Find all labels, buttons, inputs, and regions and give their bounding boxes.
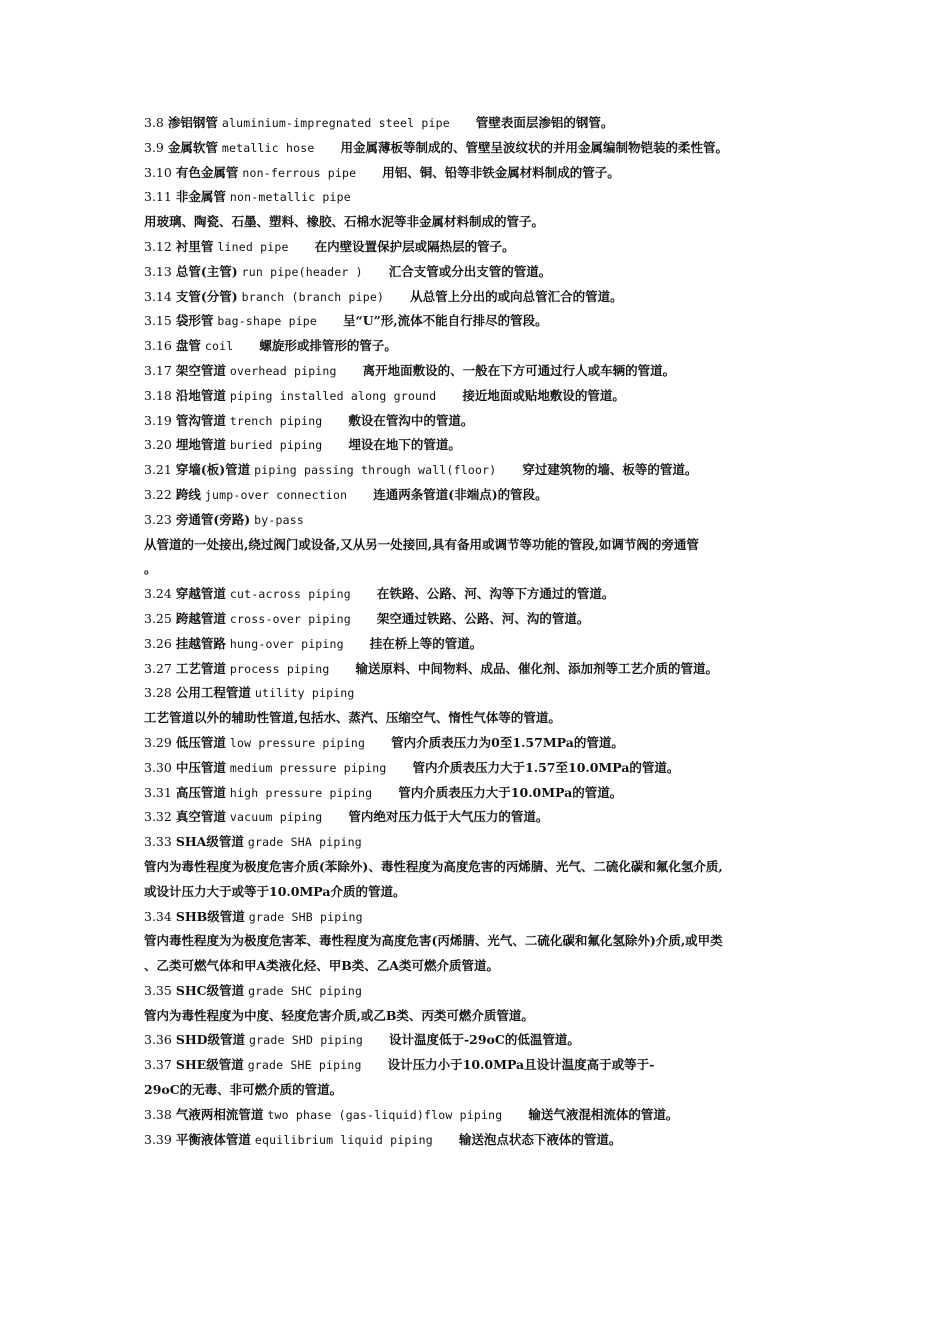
continuation-text: 、乙类可燃气体和甲A类液化烃、甲B类、乙A类可燃介质管道。: [144, 958, 499, 974]
term-definition: 管内介质表压力大于1.57至10.0MPa的管道。: [412, 759, 680, 775]
term-english: non-ferrous pipe: [242, 165, 357, 180]
continuation-line: [144, 533, 806, 558]
term-definition: 设计压力小于10.0MPa且设计温度高于或等于-: [387, 1057, 655, 1073]
term-chinese: SHD级管道: [175, 1032, 246, 1048]
entry-number: 3.35: [144, 982, 172, 998]
term-english: cross-over piping: [229, 611, 351, 626]
continuation-text: 管内为毒性程度为中度、轻度危害介质,或乙B类、丙类可燃介质管道。: [144, 1007, 534, 1023]
continuation-text: 或设计压力大于或等于10.0MPa介质的管道。: [144, 883, 406, 899]
term-entry: [144, 1053, 806, 1078]
entry-number: 3.31: [144, 784, 172, 800]
term-definition: 输送原料、中间物料、成品、催化剂、添加剂等工艺介质的管道。: [355, 660, 719, 676]
term-entry: [144, 632, 806, 657]
term-entry: [144, 483, 806, 508]
continuation-text: 从管道的一处接出,绕过阀门或设备,又从另一处接回,具有备用或调节等功能的管段,如调节阀的旁通管: [144, 536, 699, 552]
entry-number: 3.25: [144, 610, 172, 626]
entry-number: 3.13: [144, 263, 172, 279]
term-entry: [144, 657, 806, 682]
continuation-line: [144, 210, 806, 235]
term-english: coil: [204, 339, 234, 354]
continuation-line: [144, 954, 806, 979]
entry-number: 3.21: [144, 462, 172, 478]
term-chinese: 跨越管道: [175, 610, 226, 626]
entry-number: 3.24: [144, 586, 172, 602]
term-chinese: 气液两相流管道: [175, 1106, 264, 1122]
term-definition: 管内介质表压力为0至1.57MPa的管道。: [391, 734, 624, 750]
term-chinese: 沿地管道: [175, 387, 226, 403]
term-english: by-pass: [254, 512, 305, 527]
term-english: non-metallic pipe: [229, 190, 351, 205]
continuation-text: 用玻璃、陶瓷、石墨、塑料、橡胶、石棉水泥等非金属材料制成的管子。: [144, 214, 545, 230]
term-entry: [144, 979, 806, 1004]
term-english: grade SHB piping: [248, 909, 363, 924]
term-chinese: SHA级管道: [175, 834, 244, 850]
entry-number: 3.27: [144, 660, 172, 676]
term-chinese: 旁通管(旁路): [175, 511, 251, 527]
term-english: low pressure piping: [229, 735, 366, 750]
entry-number: 3.8: [144, 115, 164, 130]
term-chinese: 埋地管道: [175, 437, 226, 453]
term-definition: 呈“U”形,流体不能自行排尽的管段。: [343, 313, 548, 329]
entry-number: 3.28: [144, 685, 172, 701]
term-english: cut-across piping: [229, 587, 351, 602]
term-english: piping passing through wall(floor): [254, 463, 497, 478]
term-chinese: 渗铝钢管: [167, 115, 218, 130]
term-entry: [144, 681, 806, 706]
term-entry: [144, 309, 806, 334]
term-chinese: SHC级管道: [175, 982, 245, 998]
entry-number: 3.22: [144, 486, 172, 502]
continuation-line: [144, 855, 806, 880]
entry-number: 3.15: [144, 313, 172, 329]
term-chinese: 非金属管: [175, 189, 226, 205]
continuation-line: [144, 706, 806, 731]
term-entry: [144, 185, 806, 210]
term-definition: 离开地面敷设的、一般在下方可通过行人或车辆的管道。: [362, 362, 676, 378]
term-definition: 汇合支管或分出支管的管道。: [388, 263, 552, 279]
term-english: grade SHE piping: [247, 1058, 362, 1073]
term-english: medium pressure piping: [229, 760, 387, 775]
term-chinese: 盘管: [175, 338, 201, 354]
term-definition: 接近地面或贴地敷设的管道。: [462, 387, 625, 403]
entry-number: 3.16: [144, 338, 172, 354]
term-english: jump-over connection: [204, 487, 348, 502]
continuation-line: [144, 1078, 806, 1103]
term-definition: 输送气液混相流体的管道。: [528, 1106, 679, 1122]
term-entry: [144, 805, 806, 830]
entry-number: 3.9: [144, 139, 164, 155]
entry-number: 3.17: [144, 362, 172, 378]
term-english: trench piping: [229, 413, 323, 428]
term-english: utility piping: [254, 686, 355, 701]
term-entry: [144, 607, 806, 632]
term-entry: [144, 409, 806, 434]
term-english: grade SHD piping: [249, 1033, 363, 1048]
term-chinese: 总管(主管): [175, 263, 238, 279]
term-definition: 在铁路、公路、河、沟等下方通过的管道。: [376, 586, 615, 602]
term-chinese: 穿墙(板)管道: [175, 462, 251, 478]
term-english: metallic hose: [221, 140, 315, 155]
term-english: buried piping: [229, 438, 323, 453]
continuation-text: 29oC的无毒、非可燃介质的管道。: [144, 1082, 343, 1098]
term-chinese: 工艺管道: [175, 660, 226, 676]
term-definition: 敷设在管沟中的管道。: [348, 412, 474, 428]
term-entry: [144, 384, 806, 409]
term-entry: [144, 285, 806, 310]
term-entry: [144, 1128, 806, 1153]
term-entry: [144, 161, 806, 186]
entry-number: 3.30: [144, 759, 172, 775]
continuation-line: [144, 1004, 806, 1029]
term-definition: 管内介质表压力大于10.0MPa的管道。: [398, 784, 623, 800]
entry-number: 3.26: [144, 635, 172, 651]
term-chinese: 平衡液体管道: [175, 1131, 251, 1147]
term-entry: [144, 235, 806, 260]
term-chinese: 有色金属管: [175, 164, 239, 180]
term-entry: [144, 1028, 806, 1053]
term-english: vacuum piping: [229, 810, 323, 825]
term-entry: [144, 731, 806, 756]
term-definition: 用金属薄板等制成的、管壁呈波纹状的并用金属编制物铠装的柔性管。: [340, 139, 728, 155]
term-entry: [144, 508, 806, 533]
entry-number: 3.20: [144, 437, 172, 453]
entry-number: 3.37: [144, 1057, 172, 1073]
term-entry: [144, 1103, 806, 1128]
term-entry: [144, 458, 806, 483]
term-chinese: 袋形管: [175, 313, 214, 329]
term-entry: [144, 111, 806, 136]
entry-number: 3.19: [144, 412, 172, 428]
entry-number: 3.12: [144, 238, 172, 254]
continuation-line: [144, 880, 806, 905]
term-entry: [144, 359, 806, 384]
document-body: [144, 111, 806, 1152]
term-chinese: 高压管道: [175, 784, 226, 800]
term-chinese: 管沟管道: [175, 412, 226, 428]
entry-number: 3.33: [144, 834, 172, 850]
term-entry: [144, 756, 806, 781]
term-entry: [144, 334, 806, 359]
term-definition: 埋设在地下的管道。: [348, 437, 461, 453]
term-chinese: 跨线: [175, 486, 201, 502]
continuation-text: 工艺管道以外的辅助性管道,包括水、蒸汽、压缩空气、惰性气体等的管道。: [144, 710, 561, 726]
term-definition: 设计温度低于-29oC的低温管道。: [388, 1032, 580, 1048]
term-english: bag-shape pipe: [217, 314, 318, 329]
term-definition: 管壁表面层渗铝的钢管。: [475, 115, 614, 130]
term-english: grade SHC piping: [248, 983, 363, 998]
term-entry: [144, 830, 806, 855]
term-definition: 管内绝对压力低于大气压力的管道。: [348, 809, 549, 825]
term-english: equilibrium liquid piping: [254, 1132, 433, 1147]
term-english: aluminium-impregnated steel pipe: [221, 116, 450, 130]
term-english: process piping: [229, 661, 330, 676]
continuation-line: [144, 557, 806, 582]
term-chinese: 衬里管: [175, 238, 214, 254]
term-chinese: 架空管道: [175, 362, 226, 378]
term-chinese: 金属软管: [167, 139, 218, 155]
term-english: branch (branch pipe): [241, 289, 385, 304]
term-definition: 挂在桥上等的管道。: [369, 635, 483, 651]
term-english: overhead piping: [229, 363, 337, 378]
continuation-text: 管内毒性程度为为极度危害苯、毒性程度为高度危害(丙烯腈、光气、二硫化碳和氟化氢除外)介质,或甲类: [144, 933, 723, 949]
entry-number: 3.34: [144, 908, 172, 924]
term-english: run pipe(header ): [241, 264, 363, 279]
term-chinese: 中压管道: [175, 759, 226, 775]
term-definition: 用铝、铜、铅等非铁金属材料制成的管子。: [382, 164, 620, 180]
continuation-text: 。: [144, 561, 157, 577]
term-english: lined pipe: [217, 239, 289, 254]
term-chinese: 公用工程管道: [175, 685, 251, 701]
entry-number: 3.10: [144, 164, 172, 180]
entry-number: 3.23: [144, 511, 172, 527]
term-entry: [144, 433, 806, 458]
entry-number: 3.29: [144, 734, 172, 750]
term-english: piping installed along ground: [229, 388, 437, 403]
term-entry: [144, 781, 806, 806]
entry-number: 3.36: [144, 1032, 172, 1048]
term-chinese: 穿越管道: [175, 586, 226, 602]
term-entry: [144, 905, 806, 930]
term-definition: 穿过建筑物的墙、板等的管道。: [522, 462, 698, 478]
term-definition: 架空通过铁路、公路、河、沟的管道。: [376, 610, 590, 626]
term-chinese: 真空管道: [175, 809, 226, 825]
term-chinese: SHE级管道: [175, 1057, 244, 1073]
term-chinese: 支管(分管): [175, 288, 238, 304]
term-entry: [144, 260, 806, 285]
term-chinese: 挂越管路: [175, 635, 226, 651]
term-english: two phase (gas-liquid)flow piping: [267, 1107, 503, 1122]
term-entry: [144, 582, 806, 607]
entry-number: 3.38: [144, 1106, 172, 1122]
entry-number: 3.32: [144, 809, 172, 825]
term-english: grade SHA piping: [247, 835, 362, 850]
term-chinese: SHB级管道: [175, 908, 245, 924]
term-chinese: 低压管道: [175, 734, 226, 750]
entry-number: 3.18: [144, 387, 172, 403]
entry-number: 3.39: [144, 1131, 172, 1147]
term-definition: 螺旋形或排管形的管子。: [259, 338, 397, 354]
continuation-line: [144, 929, 806, 954]
term-definition: 连通两条管道(非端点)的管段。: [373, 486, 548, 502]
entry-number: 3.11: [144, 189, 172, 205]
term-definition: 从总管上分出的或向总管汇合的管道。: [410, 288, 623, 304]
continuation-text: 管内为毒性程度为极度危害介质(苯除外)、毒性程度为高度危害的丙烯腈、光气、二硫化碳和氟化氢介质,: [144, 858, 723, 874]
term-english: hung-over piping: [229, 636, 344, 651]
term-entry: [144, 136, 806, 161]
term-definition: 输送泡点状态下液体的管道。: [458, 1131, 622, 1147]
term-definition: 在内壁设置保护层或隔热层的管子。: [314, 238, 515, 254]
term-english: high pressure piping: [229, 785, 373, 800]
entry-number: 3.14: [144, 288, 172, 304]
